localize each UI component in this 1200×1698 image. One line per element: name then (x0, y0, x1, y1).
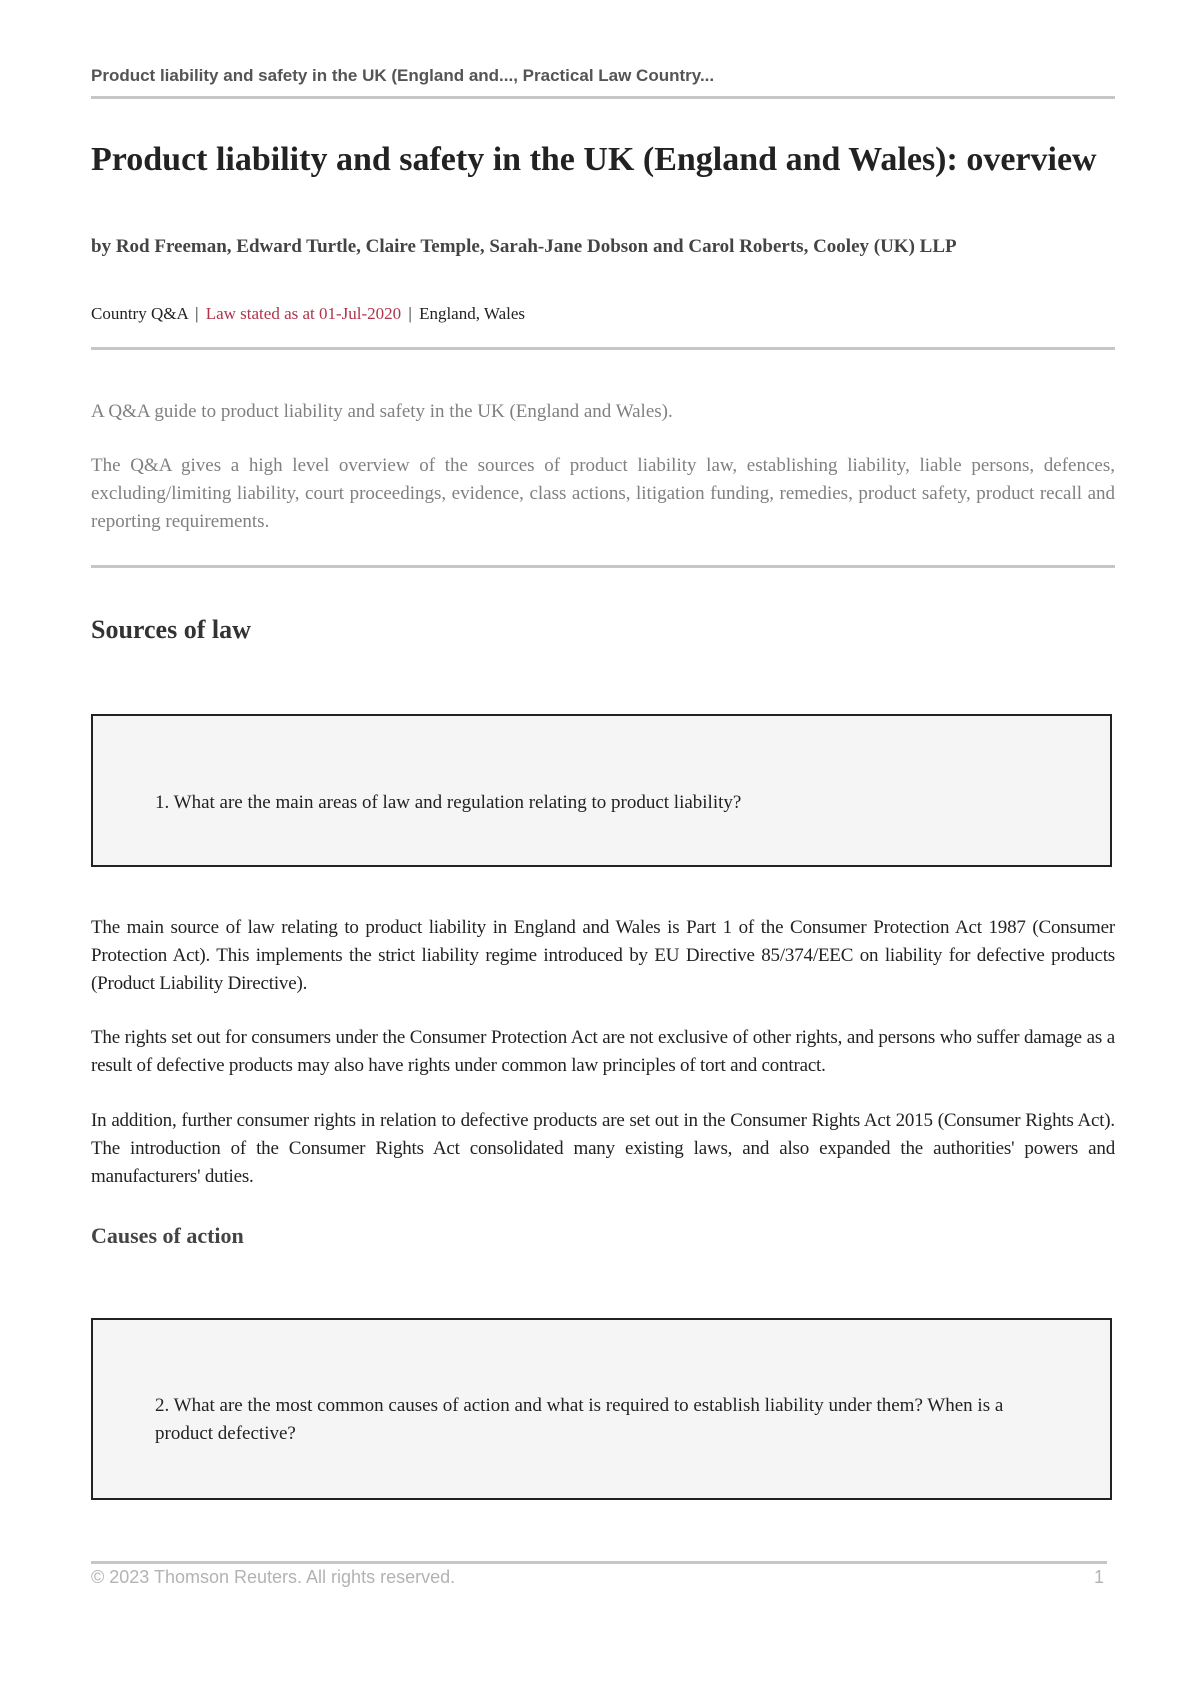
abstract-divider (91, 565, 1115, 568)
answer-paragraph: The main source of law relating to product liability in England and Wales is Part 1 of the Consumer Protection Act 1987 (Consumer Protection Act). This implements the strict liability regime introduced by EU Directive 85/374/EEC on liability for defective products (Product Liability Directive). (91, 917, 1115, 994)
question-text: 2. What are the most common causes of action and what is required to establish liability under them? When is a product defective? (155, 1395, 1004, 1444)
question-box (91, 1318, 1112, 1500)
abstract-paragraph: The Q&A gives a high level overview of the sources of product liability law, establishing liability, liable persons, defences, excluding/limiting liability, court proceedings, evidence, class actions, litigation funding, remedies, product safety, product recall and reporting requirements. (91, 455, 1115, 532)
header-divider (91, 96, 1115, 99)
meta-separator: | (408, 304, 412, 323)
section-heading-sources-of-law: Sources of law (91, 615, 251, 644)
law-stated-date[interactable]: Law stated as at 01-Jul-2020 (205, 304, 402, 323)
question-text: 1. What are the main areas of law and regulation relating to product liability? (155, 792, 742, 813)
copyright-notice: © 2023 Thomson Reuters. All rights reserved. (91, 1567, 456, 1587)
footer-divider (91, 1561, 1107, 1564)
author-byline: by Rod Freeman, Edward Turtle, Claire Temple, Sarah-Jane Dobson and Carol Roberts, Cooley (UK) LLP (91, 236, 957, 257)
document-title: Product liability and safety in the UK (England and Wales): overview (91, 141, 1097, 178)
resource-type: Country Q&A (91, 304, 188, 323)
document-meta (91, 304, 525, 324)
answer-paragraph: The rights set out for consumers under the Consumer Protection Act are not exclusive of other rights, and persons who suffer damage as a result of defective products may also have rights under common law principles of tort and contract. (91, 1027, 1115, 1076)
section-heading-causes-of-action: Causes of action (91, 1223, 244, 1248)
jurisdiction: England, Wales (419, 304, 526, 323)
question-box (91, 714, 1112, 867)
running-header: Product liability and safety in the UK (England and..., Practical Law Country... (91, 66, 715, 85)
answer-paragraph: In addition, further consumer rights in relation to defective products are set out in the Consumer Rights Act 2015 (Consumer Rights Act). The introduction of the Consumer Rights Act consolidated many existing laws, and also expanded the authorities' powers and manufacturers' duties. (91, 1110, 1115, 1187)
abstract-paragraph: A Q&A guide to product liability and safety in the UK (England and Wales). (91, 401, 673, 422)
meta-divider (91, 347, 1115, 350)
page-number: 1 (1094, 1567, 1105, 1587)
meta-separator: | (195, 304, 199, 323)
